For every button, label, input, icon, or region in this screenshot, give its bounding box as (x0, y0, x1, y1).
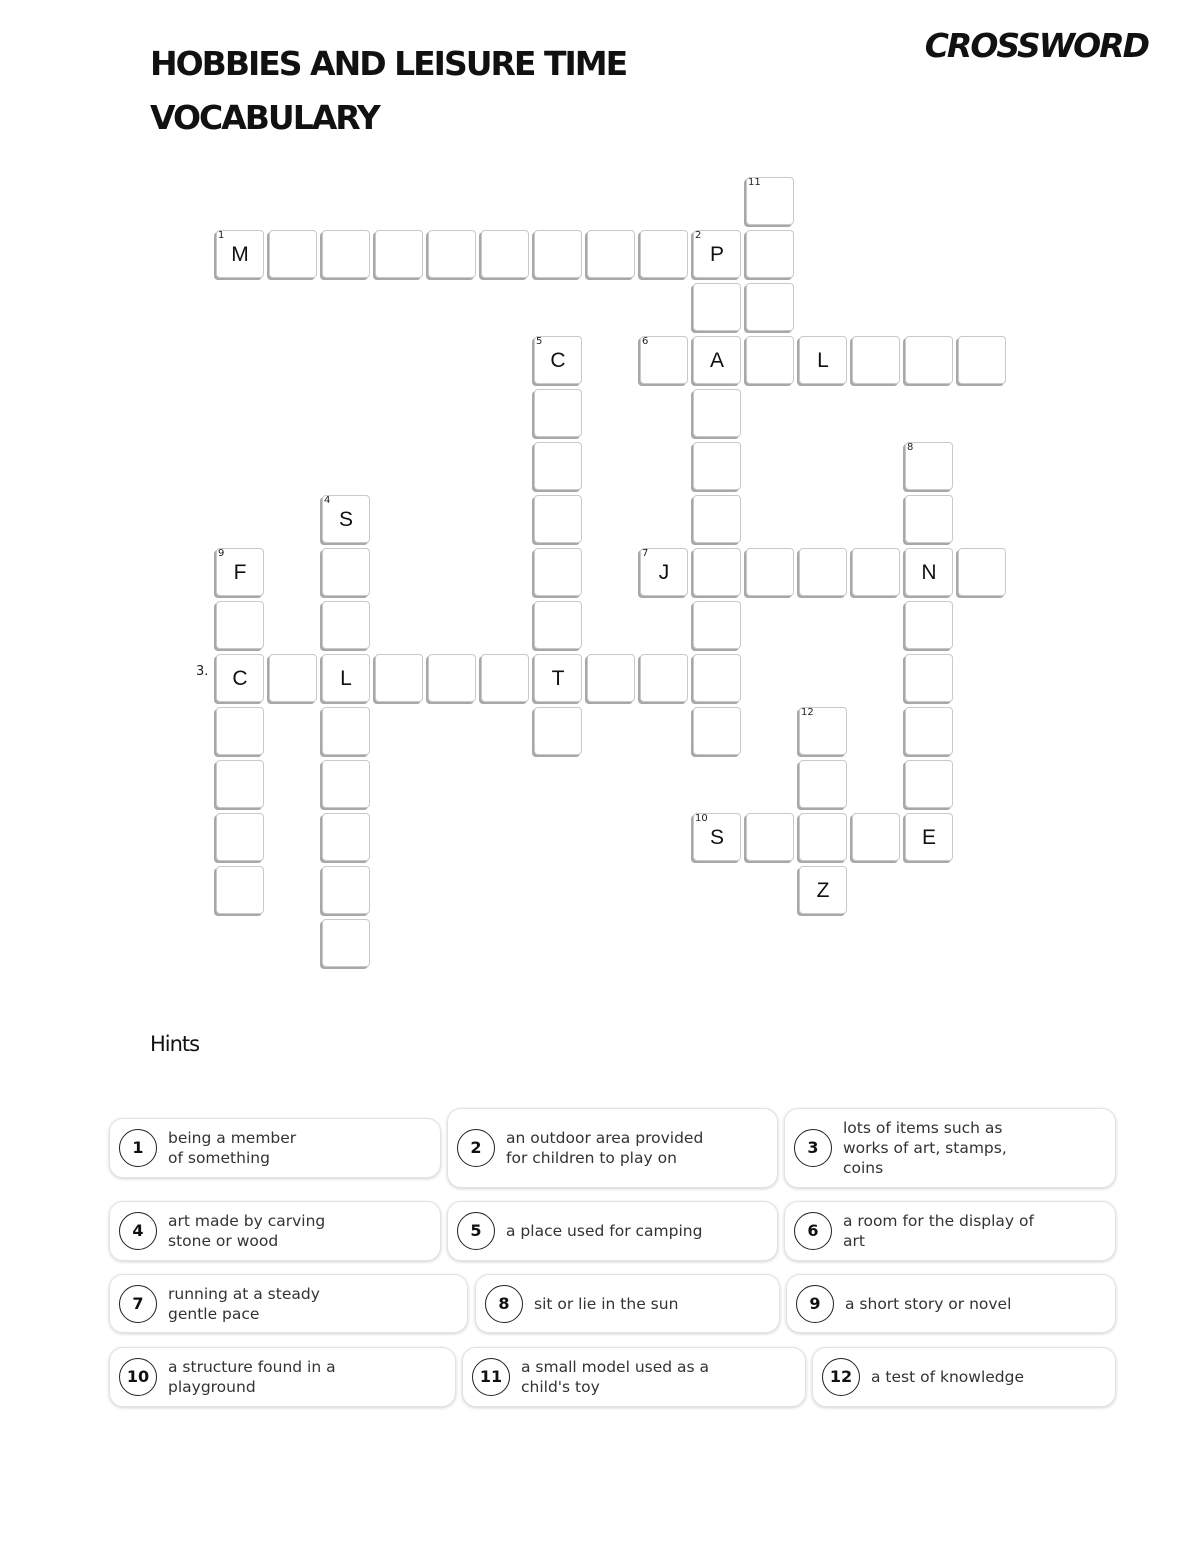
clue-number: 1 (218, 230, 225, 241)
hint-card (109, 1118, 441, 1178)
hint-text: a small model used as a child's toy (521, 1358, 710, 1396)
hint-number-badge: 10 (119, 1358, 157, 1396)
cell-letter: J (658, 561, 670, 584)
hint-card (786, 1274, 1116, 1333)
hint-text: lots of items such as works of art, stamps, coins (843, 1119, 1007, 1177)
cell-letter: L (817, 349, 829, 372)
cell-letter: S (709, 826, 724, 849)
hint-card (462, 1347, 806, 1407)
crossword-cell[interactable] (481, 230, 529, 278)
crossword-cell[interactable] (216, 654, 264, 702)
crossword-cell[interactable] (428, 230, 476, 278)
crossword-cell[interactable] (799, 866, 847, 914)
crossword-cell[interactable] (534, 707, 582, 755)
crossword-cell[interactable] (587, 654, 635, 702)
crossword-cell[interactable] (534, 654, 582, 702)
hint-card (784, 1201, 1116, 1261)
hint-card (475, 1274, 780, 1333)
crossword-cell[interactable] (905, 654, 953, 702)
clue-number: 8 (907, 442, 914, 453)
crossword-cell[interactable] (375, 230, 423, 278)
clue-number: 11 (748, 177, 761, 188)
crossword-cell[interactable] (852, 813, 900, 861)
crossword-cell[interactable] (587, 230, 635, 278)
crossword-cell[interactable] (322, 548, 370, 596)
hint-number-badge: 4 (119, 1212, 157, 1250)
clue-number: 9 (218, 548, 225, 559)
hint-number-badge: 12 (822, 1358, 860, 1396)
clue-number: 6 (642, 336, 649, 347)
crossword-cell[interactable] (322, 813, 370, 861)
crossword-cell[interactable] (428, 654, 476, 702)
clue-number: 4 (324, 495, 331, 506)
hint-text: a structure found in a playground (168, 1358, 336, 1396)
crossword-cell[interactable] (905, 336, 953, 384)
clue-number: 5 (536, 336, 543, 347)
crossword-cell[interactable] (799, 707, 847, 755)
crossword-cell[interactable] (693, 442, 741, 490)
crossword-cell[interactable] (375, 654, 423, 702)
crossword-cell[interactable] (693, 601, 741, 649)
crossword-cell[interactable] (799, 760, 847, 808)
crossword-cell[interactable] (481, 654, 529, 702)
crossword-cell[interactable] (269, 654, 317, 702)
crossword-cell[interactable] (799, 813, 847, 861)
crossword-cell[interactable] (322, 707, 370, 755)
hint-text: being a member of something (168, 1129, 297, 1167)
crossword-cell[interactable] (905, 813, 953, 861)
cell-letter: A (709, 349, 724, 372)
crossword-cell[interactable] (905, 548, 953, 596)
hint-text: a short story or novel (845, 1294, 1012, 1313)
crossword-cell[interactable] (905, 442, 953, 490)
crossword-cell[interactable] (322, 495, 370, 543)
hints-heading: Hints (150, 1032, 200, 1056)
clue-number: 2 (695, 230, 702, 241)
crossword-cell[interactable] (905, 601, 953, 649)
crossword-cell[interactable] (958, 548, 1006, 596)
hint-number-badge: 11 (472, 1358, 510, 1396)
cell-letter: N (921, 561, 937, 584)
crossword-cell[interactable] (322, 919, 370, 967)
crossword-cell[interactable] (322, 760, 370, 808)
hint-number-badge: 7 (119, 1285, 157, 1323)
crossword-cell[interactable] (216, 548, 264, 596)
hint-card (109, 1201, 441, 1261)
hint-number-badge: 5 (457, 1212, 495, 1250)
hint-text: a test of knowledge (871, 1368, 1025, 1386)
hint-text: a place used for camping (506, 1222, 703, 1240)
cell-letter: M (231, 243, 249, 266)
hint-number-badge: 2 (457, 1129, 495, 1167)
crossword-cell[interactable] (322, 654, 370, 702)
crossword-cell[interactable] (746, 336, 794, 384)
crossword-cell[interactable] (693, 707, 741, 755)
hint-card (109, 1347, 456, 1407)
hint-card (447, 1108, 778, 1188)
crossword-cell[interactable] (905, 760, 953, 808)
clue-number: 10 (695, 813, 708, 824)
hint-text: sit or lie in the sun (534, 1294, 679, 1313)
crossword-cell[interactable] (322, 230, 370, 278)
page-title-line-1: HOBBIES AND LEISURE TIME (150, 44, 627, 83)
crossword-cell[interactable] (905, 707, 953, 755)
crossword-cell[interactable] (852, 548, 900, 596)
crossword-cell[interactable] (216, 707, 264, 755)
crossword-cell[interactable] (534, 230, 582, 278)
crossword-cell[interactable] (534, 548, 582, 596)
crossword-cell[interactable] (534, 442, 582, 490)
cell-letter: L (340, 667, 352, 690)
crossword-cell[interactable] (693, 389, 741, 437)
crossword-cell[interactable] (640, 336, 688, 384)
hint-number-badge: 8 (485, 1285, 523, 1323)
cell-letter: T (551, 667, 565, 690)
crossword-cell[interactable] (746, 177, 794, 225)
crossword-cell[interactable] (640, 230, 688, 278)
crossword-cell[interactable] (216, 866, 264, 914)
hint-number-badge: 1 (119, 1129, 157, 1167)
hint-text: an outdoor area provided for children to play on (506, 1129, 704, 1167)
hint-text: art made by carving stone or wood (168, 1212, 326, 1250)
crossword-label: CROSSWORD (924, 26, 1148, 65)
cell-letter: E (921, 826, 936, 849)
crossword-cell[interactable] (640, 548, 688, 596)
hint-number-badge: 6 (794, 1212, 832, 1250)
hint-text: a room for the display of art (843, 1212, 1034, 1250)
crossword-cell[interactable] (693, 283, 741, 331)
crossword-cell[interactable] (216, 760, 264, 808)
cell-letter: C (550, 349, 566, 372)
crossword-cell[interactable] (640, 654, 688, 702)
crossword-cell[interactable] (746, 813, 794, 861)
crossword-cell[interactable] (958, 336, 1006, 384)
crossword-cell[interactable] (693, 813, 741, 861)
clue-number: 7 (642, 548, 649, 559)
crossword-cell[interactable] (693, 495, 741, 543)
crossword-cell[interactable] (322, 601, 370, 649)
crossword-cell[interactable] (534, 601, 582, 649)
crossword-cell[interactable] (799, 336, 847, 384)
crossword-cell[interactable] (216, 813, 264, 861)
crossword-cell[interactable] (746, 548, 794, 596)
cell-letter: F (233, 561, 247, 584)
hint-card (812, 1347, 1116, 1407)
hint-number-badge: 9 (796, 1285, 834, 1323)
crossword-cell[interactable] (746, 230, 794, 278)
hint-text: running at a steady gentle pace (168, 1284, 320, 1323)
hint-card (784, 1108, 1116, 1188)
crossword-cell[interactable] (693, 548, 741, 596)
cell-letter: P (709, 243, 724, 266)
hint-card (447, 1201, 778, 1261)
crossword-cell[interactable] (269, 230, 317, 278)
crossword-cell[interactable] (534, 495, 582, 543)
crossword-cell[interactable] (534, 389, 582, 437)
page-title-line-2: VOCABULARY (150, 98, 379, 137)
crossword-cell[interactable] (746, 283, 794, 331)
crossword-cell[interactable] (693, 654, 741, 702)
cell-letter: C (232, 667, 248, 690)
hint-card (109, 1274, 468, 1333)
crossword-cell[interactable] (693, 230, 741, 278)
crossword-cell[interactable] (534, 336, 582, 384)
crossword-cell[interactable] (693, 336, 741, 384)
clue-number: 12 (801, 707, 814, 718)
crossword-cell[interactable] (799, 548, 847, 596)
clue-number-outside: 3. (196, 664, 209, 679)
cell-letter: Z (816, 879, 830, 902)
crossword-cell[interactable] (852, 336, 900, 384)
crossword-cell[interactable] (216, 230, 264, 278)
cell-letter: S (338, 508, 353, 531)
crossword-cell[interactable] (216, 601, 264, 649)
crossword-cell[interactable] (322, 866, 370, 914)
crossword-cell[interactable] (905, 495, 953, 543)
hint-number-badge: 3 (794, 1129, 832, 1167)
